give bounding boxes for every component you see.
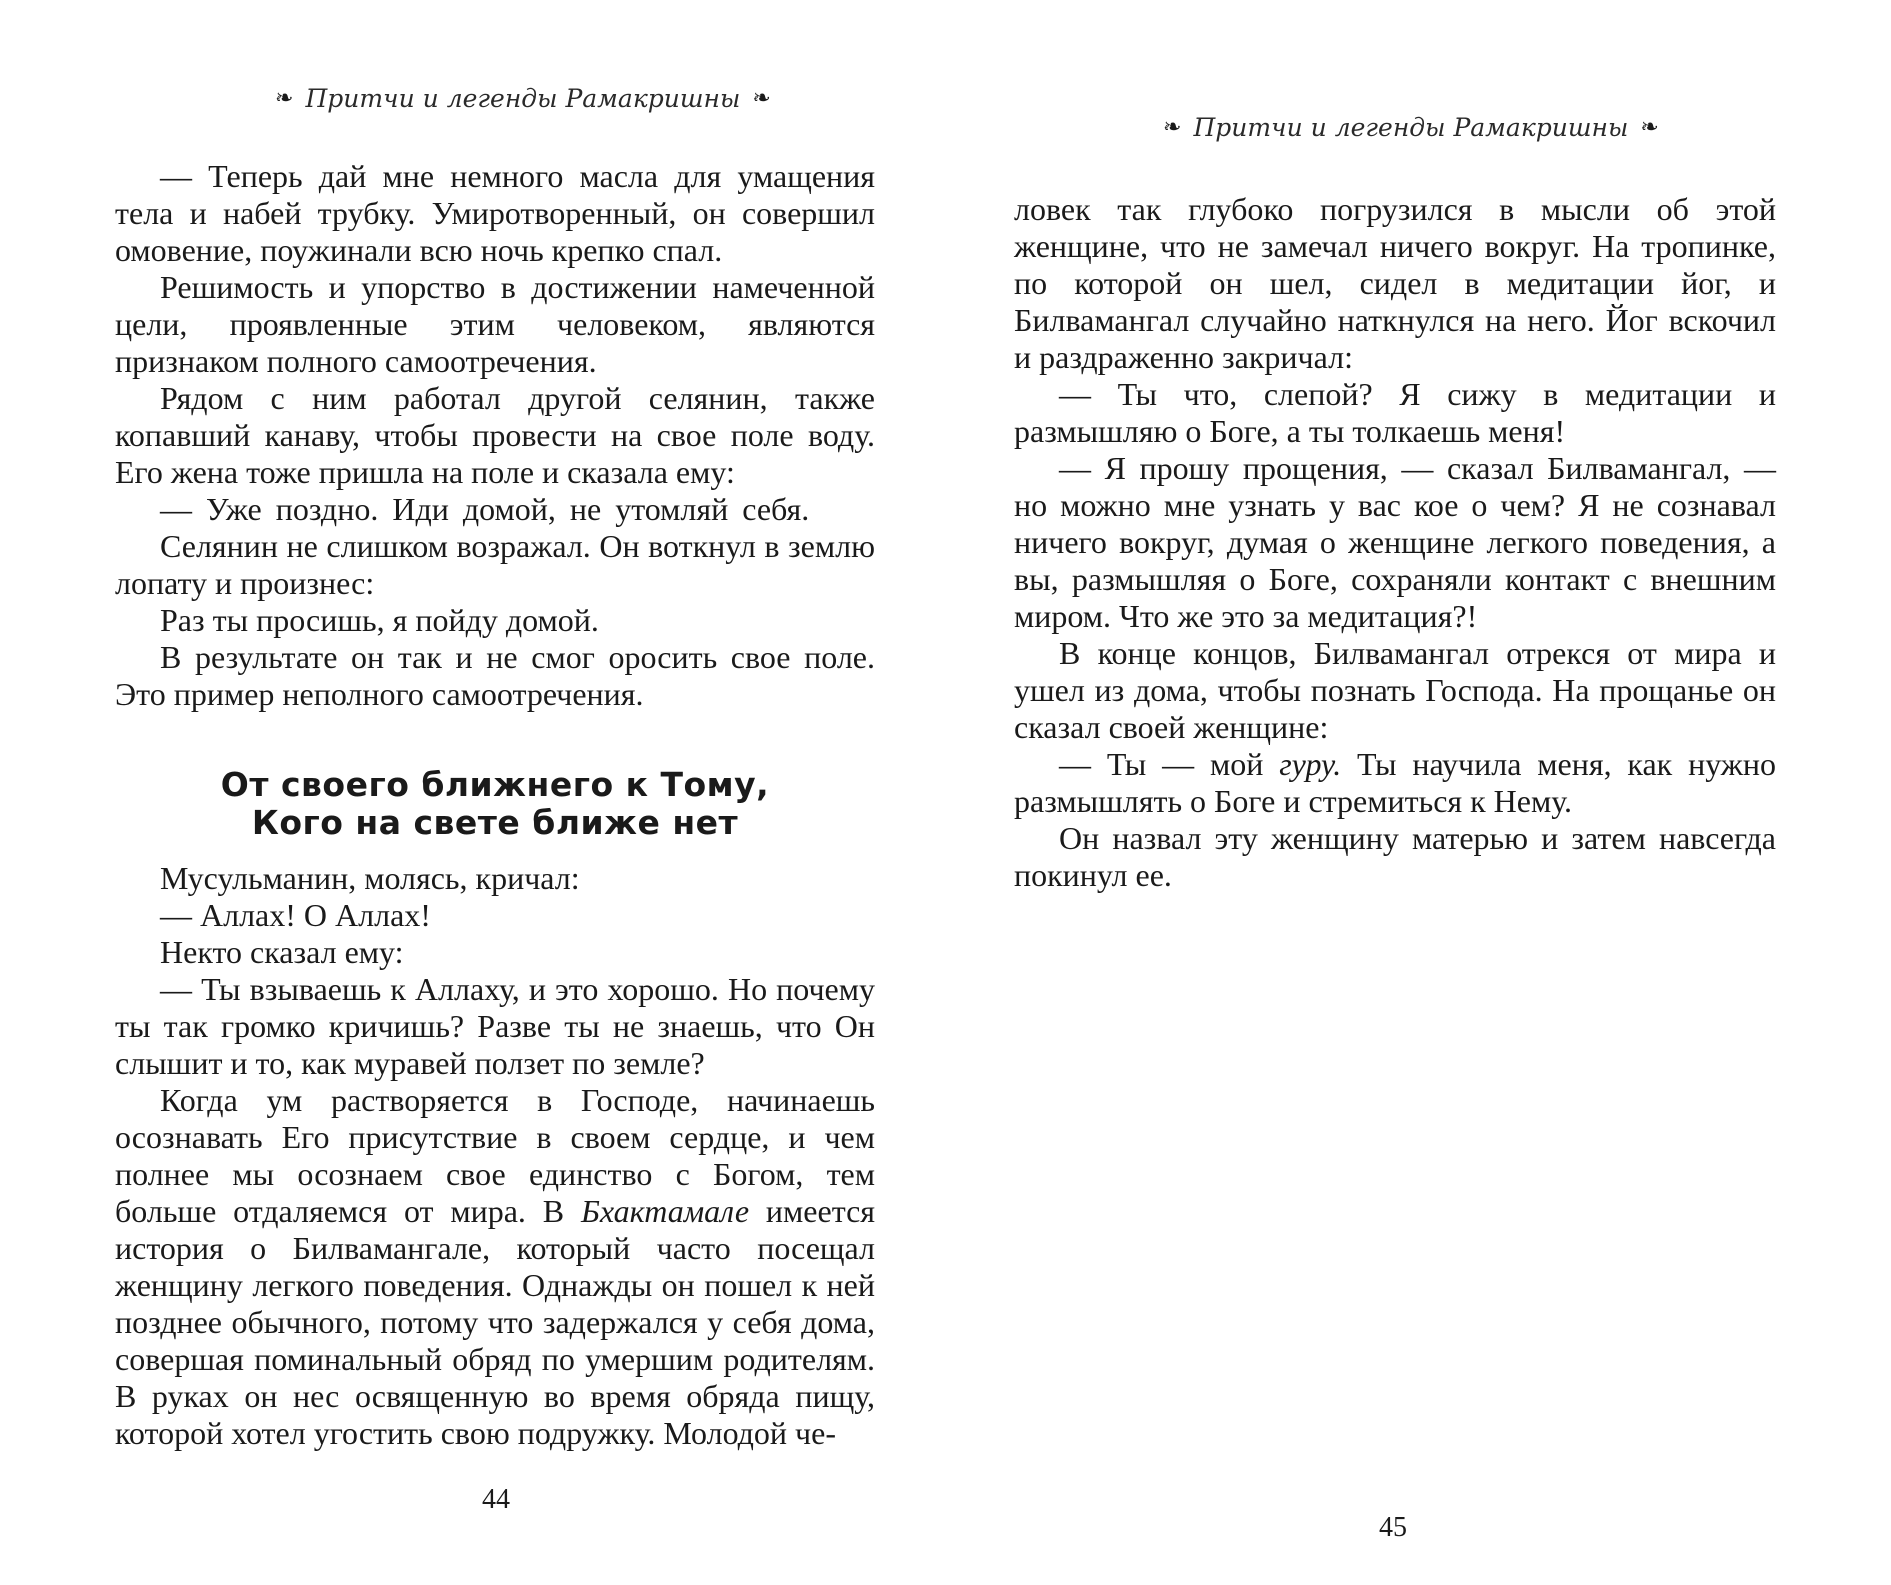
italic-term: Бхактамале — [581, 1193, 750, 1229]
paragraph: Он назвал эту женщину матерью и затем навсегда покинул ее. — [1014, 820, 1776, 893]
fleuron-right-icon: ❧ — [1640, 115, 1659, 140]
paragraph — [115, 1082, 875, 1452]
paragraph: — Ты взываешь к Аллаху, и это хорошо. Но почему ты так громко кричишь? Разве ты не знаешь, что Он слышит и то, как муравей ползет по земле? — [115, 971, 875, 1081]
paragraph: В результате он так и не смог оросить свое поле. Это пример неполного самоотречения. — [115, 639, 875, 712]
paragraph: ловек так глубоко погрузился в мысли об этой женщине, что не замечал ничего вокруг. На тропинке, по которой он шел, сидел в медитации йог, и Билвамангал случайно наткнулся на него. Йог вскочил и раздраженно закричал: — [1014, 191, 1776, 375]
running-head-title: Притчи и легенды Рамакришны — [305, 84, 741, 113]
paragraph: — Аллах! О Аллах! — [160, 897, 431, 933]
page-number-left: 44 — [482, 1484, 510, 1515]
paragraph: — Теперь дай мне немного масла для умащения тела и набей трубку. Умиротворенный, он совершил омовение, поужинали всю ночь крепко спал. — [115, 158, 875, 268]
section-title-line: Кого на свете ближе нет — [251, 803, 739, 842]
paragraph: Некто сказал ему: — [160, 934, 404, 970]
paragraph — [1014, 746, 1776, 820]
right-page — [945, 0, 1891, 1585]
section-title-line: От своего ближнего к Тому, — [220, 765, 770, 804]
paragraph: Рядом с ним работал другой селянин, также копавший канаву, чтобы провести на свое поле воду. Его жена тоже пришла на поле и сказала ему: — [115, 380, 875, 490]
fleuron-left-icon: ❧ — [275, 86, 294, 111]
paragraph-text: Ты научила меня, как нужно размышлять о Боге и стремиться к Нему. — [1014, 746, 1777, 819]
fleuron-right-icon: ❧ — [752, 86, 771, 111]
fleuron-left-icon: ❧ — [1163, 115, 1182, 140]
paragraph: Мусульманин, молясь, кричал: — [160, 860, 580, 896]
page-number-right: 45 — [1379, 1512, 1407, 1543]
paragraph-text: имеется история о Билвамангале, который часто посещал женщину легкого поведения. Однажды он пошел к ней позднее обычного, потому что задержался у себя дома, совершая поминальный обряд по умершим родителям. В руках он нес освященную во время обряда пищу, которой хотел угостить свою подружку. Молодой че- — [115, 1193, 876, 1451]
paragraph: — Ты что, слепой? Я сижу в медитации и размышляю о Боге, а ты толкаешь меня! — [1014, 376, 1776, 449]
paragraph: Решимость и упорство в достижении намеченной цели, проявленные этим человеком, являются признаком полного самоотречения. — [115, 269, 875, 379]
paragraph: — Я прошу прощения, — сказал Билвамангал, — но можно мне узнать у вас кое о чем? Я не сознавал ничего вокруг, думая о женщине легкого поведения, а вы, размышляя о Боге, сохраняли контакт с внешним миром. Что же это за медитация?! — [1014, 450, 1776, 634]
paragraph-text: Когда ум растворяется в Господе, начинаешь осознавать Его присутствие в своем сердце, и чем полнее мы осознаем свое единство с Богом, тем больше отдаляемся от мира. В — [115, 1082, 875, 1229]
running-head-right — [1163, 113, 1659, 142]
left-page — [0, 0, 945, 1585]
paragraph: В конце концов, Билвамангал отрекся от мира и ушел из дома, чтобы познать Господа. На прощанье он сказал своей женщине: — [1014, 635, 1776, 745]
running-head-left — [275, 84, 771, 113]
section-title — [115, 766, 875, 842]
left-text-block — [115, 158, 875, 1452]
paragraph-text: — Ты — мой — [1059, 746, 1280, 782]
running-head-title: Притчи и легенды Рамакришны — [1193, 113, 1629, 142]
paragraph: — Уже поздно. Иди домой, не утомляй себя. — [160, 491, 810, 527]
right-text-block — [1014, 191, 1776, 894]
italic-term: гуру. — [1279, 746, 1342, 782]
paragraph: Раз ты просишь, я пойду домой. — [160, 602, 599, 638]
paragraph: Селянин не слишком возражал. Он воткнул в землю лопату и произнес: — [115, 528, 875, 601]
